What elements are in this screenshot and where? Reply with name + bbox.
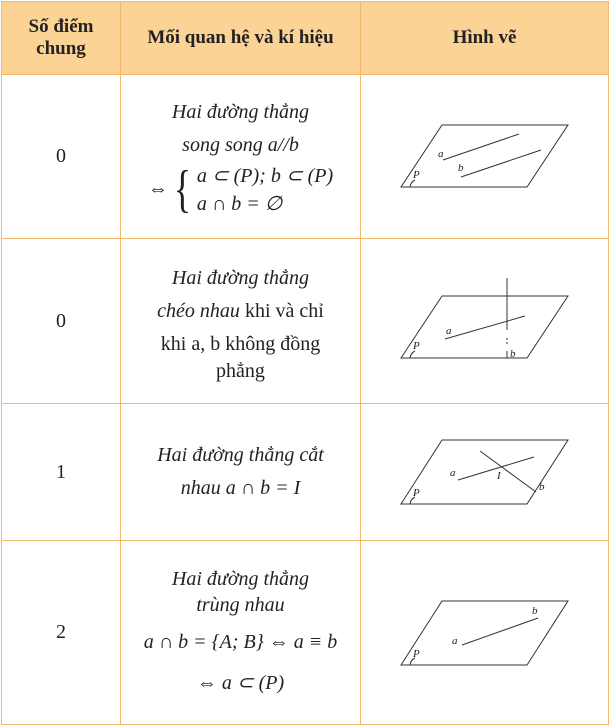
coincident-lines-figure <box>400 597 570 669</box>
relation-line: nhau a ∩ b = I <box>180 477 301 499</box>
common-points-count: 0 <box>2 239 121 404</box>
plane-shape <box>401 125 568 187</box>
plane-label: P <box>412 647 420 660</box>
header-relation: Mối quan hệ và kí hiệu <box>121 2 361 75</box>
intersecting-lines-figure <box>400 436 570 508</box>
table-row <box>2 541 609 725</box>
skew-lines-figure <box>400 276 570 366</box>
header-figure: Hình vẽ <box>361 2 609 75</box>
equivalence-symbol: ⇔ <box>147 178 168 200</box>
equation-system <box>148 162 333 218</box>
relation-line: Hai đường thẳng <box>171 100 310 123</box>
line-b <box>480 451 536 492</box>
relation-line: Hai đường thẳng <box>171 266 310 289</box>
figure-cell <box>361 75 609 239</box>
line-a <box>445 316 525 339</box>
label-b: b <box>509 348 515 360</box>
label-a: a <box>449 467 455 479</box>
relations-table <box>1 1 609 725</box>
plane-shape <box>401 601 568 665</box>
relation-line: Hai đường thẳng cắt <box>157 444 324 466</box>
relation-cell <box>121 239 361 404</box>
brace-icon: { <box>173 160 192 218</box>
common-points-count: 0 <box>2 75 121 239</box>
relation-line: phẳng <box>216 359 265 382</box>
line-ab <box>462 618 538 645</box>
figure-cell <box>361 239 609 404</box>
relation-cell <box>121 541 361 725</box>
relation-line: song song a//b <box>182 133 299 156</box>
label-a: a <box>451 634 457 647</box>
plane-label: P <box>412 340 420 352</box>
header-count: Số điểm chung <box>2 2 121 75</box>
plane-label: P <box>412 487 420 499</box>
label-b: b <box>531 604 537 617</box>
figure-cell <box>361 541 609 725</box>
table-row <box>2 404 609 541</box>
header-row <box>2 2 609 75</box>
relation-line-italic: chéo nhau <box>157 299 240 322</box>
table-row <box>2 75 609 239</box>
line-a <box>443 134 519 160</box>
relation-line: khi a, b không đồng <box>160 332 321 355</box>
plane-label: P <box>412 168 420 181</box>
plane-angle-arc <box>410 180 415 187</box>
line-b <box>461 150 541 177</box>
plane-angle-arc <box>410 351 415 358</box>
line-a <box>458 457 534 480</box>
parallel-lines-figure <box>400 122 570 192</box>
relation-line: trùng nhau <box>196 593 285 616</box>
relation-line: ⇔ a ⊂ (P) <box>196 671 285 694</box>
common-points-count: 2 <box>2 541 121 725</box>
label-a: a <box>445 325 451 337</box>
system-line: a ⊂ (P); b ⊂ (P) <box>196 164 334 187</box>
label-intersection: I <box>496 470 501 482</box>
label-b: b <box>457 161 463 174</box>
label-a: a <box>437 147 443 160</box>
table-row <box>2 239 609 404</box>
relation-line: Hai đường thẳng <box>171 567 310 590</box>
figure-cell <box>361 404 609 541</box>
relation-cell <box>121 404 361 541</box>
plane-shape <box>401 296 568 358</box>
common-points-count: 1 <box>2 404 121 541</box>
label-b: b <box>538 481 544 493</box>
relation-line: khi và chỉ <box>239 299 324 322</box>
relation-line: a ∩ b = {A; B} ⇔ a ≡ b <box>143 630 338 653</box>
relation-cell <box>121 75 361 239</box>
system-line: a ∩ b = ∅ <box>196 192 283 215</box>
